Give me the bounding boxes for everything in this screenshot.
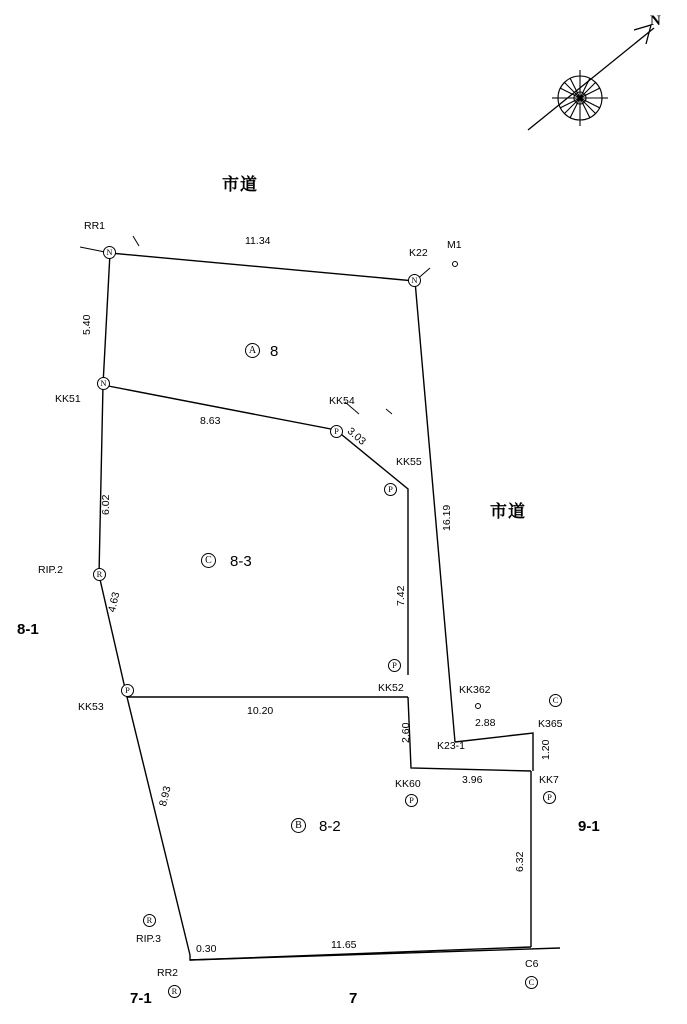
- dimension-4-63: 4.63: [106, 590, 123, 614]
- point-label-kk51: KK51: [55, 393, 81, 405]
- point-mark-kk7: P: [543, 791, 556, 804]
- parcel-number-b: 8-2: [319, 818, 341, 835]
- point-label-kk60: KK60: [395, 778, 421, 790]
- dimension-2-88: 2.88: [475, 717, 496, 729]
- point-mark-kk54: P: [330, 425, 343, 438]
- dimension-7-42: 7.42: [395, 585, 407, 606]
- point-label-c6: C6: [525, 958, 539, 970]
- dimension-5-40: 5.40: [81, 314, 93, 335]
- parcel-marker-a: A: [245, 343, 260, 358]
- parcel-marker-c: C: [201, 553, 216, 568]
- dimension-8-63: 8.63: [200, 415, 221, 427]
- point-label-rip3: RIP.3: [136, 933, 161, 945]
- point-mark-rr2: R: [168, 985, 181, 998]
- dimension-10-20: 10.20: [247, 705, 274, 717]
- dimension-0-30: 0.30: [196, 943, 217, 955]
- dimension-16-19: 16.19: [441, 504, 453, 531]
- parcel-marker-b: B: [291, 818, 306, 833]
- point-label-k23-1: K23-1: [437, 740, 466, 752]
- point-mark-k22: N: [408, 274, 421, 287]
- point-label-kk52: KK52: [378, 682, 404, 694]
- point-mark-kk60: P: [405, 794, 418, 807]
- parcel-number-a: 8: [270, 343, 279, 360]
- area-label-7-1: 7-1: [130, 990, 152, 1007]
- point-mark-k365: C: [549, 694, 562, 707]
- dimension-11-34: 11.34: [245, 235, 271, 247]
- area-label-9-1: 9-1: [578, 818, 600, 835]
- dimension-3-03: 3.03: [344, 425, 369, 448]
- dimension-11-65: 11.65: [331, 939, 357, 951]
- point-node-m1: [452, 261, 458, 267]
- area-label-7: 7: [349, 990, 358, 1007]
- point-mark-kk51: N: [97, 377, 110, 390]
- area-label-8-1: 8-1: [17, 621, 39, 638]
- point-label-kk7: KK7: [539, 774, 559, 786]
- dimension-1-20: 1.20: [540, 739, 552, 760]
- point-label-rip2: RIP.2: [38, 564, 63, 576]
- dimension-6-32: 6.32: [514, 851, 526, 872]
- point-label-kk55: KK55: [396, 456, 422, 468]
- point-mark-rip3: R: [143, 914, 156, 927]
- point-label-kk362: KK362: [459, 684, 491, 696]
- point-label-k22: K22: [409, 247, 428, 259]
- point-label-m1: M1: [447, 239, 462, 251]
- point-label-k365: K365: [538, 718, 563, 730]
- point-mark-kk52: P: [388, 659, 401, 672]
- point-label-kk53: KK53: [78, 701, 104, 713]
- dimension-3-96: 3.96: [462, 774, 483, 786]
- point-label-rr2: RR2: [157, 967, 179, 979]
- point-mark-rip2: R: [93, 568, 106, 581]
- point-node-kk362: [475, 703, 481, 709]
- point-label-rr1: RR1: [84, 220, 106, 232]
- parcel-number-c: 8-3: [230, 553, 252, 570]
- point-label-kk54: KK54: [329, 395, 355, 407]
- dimension-2-60: 2.60: [400, 722, 412, 743]
- road-label-right: 市道: [490, 502, 526, 521]
- point-mark-rr1: N: [103, 246, 116, 259]
- dimension-8-93: 8.93: [157, 784, 174, 808]
- point-mark-kk53: P: [121, 684, 134, 697]
- point-mark-kk55: P: [384, 483, 397, 496]
- point-mark-c6: C: [525, 976, 538, 989]
- road-label-top: 市道: [222, 175, 258, 194]
- dimension-6-02: 6.02: [100, 494, 112, 515]
- north-label: N: [650, 13, 661, 29]
